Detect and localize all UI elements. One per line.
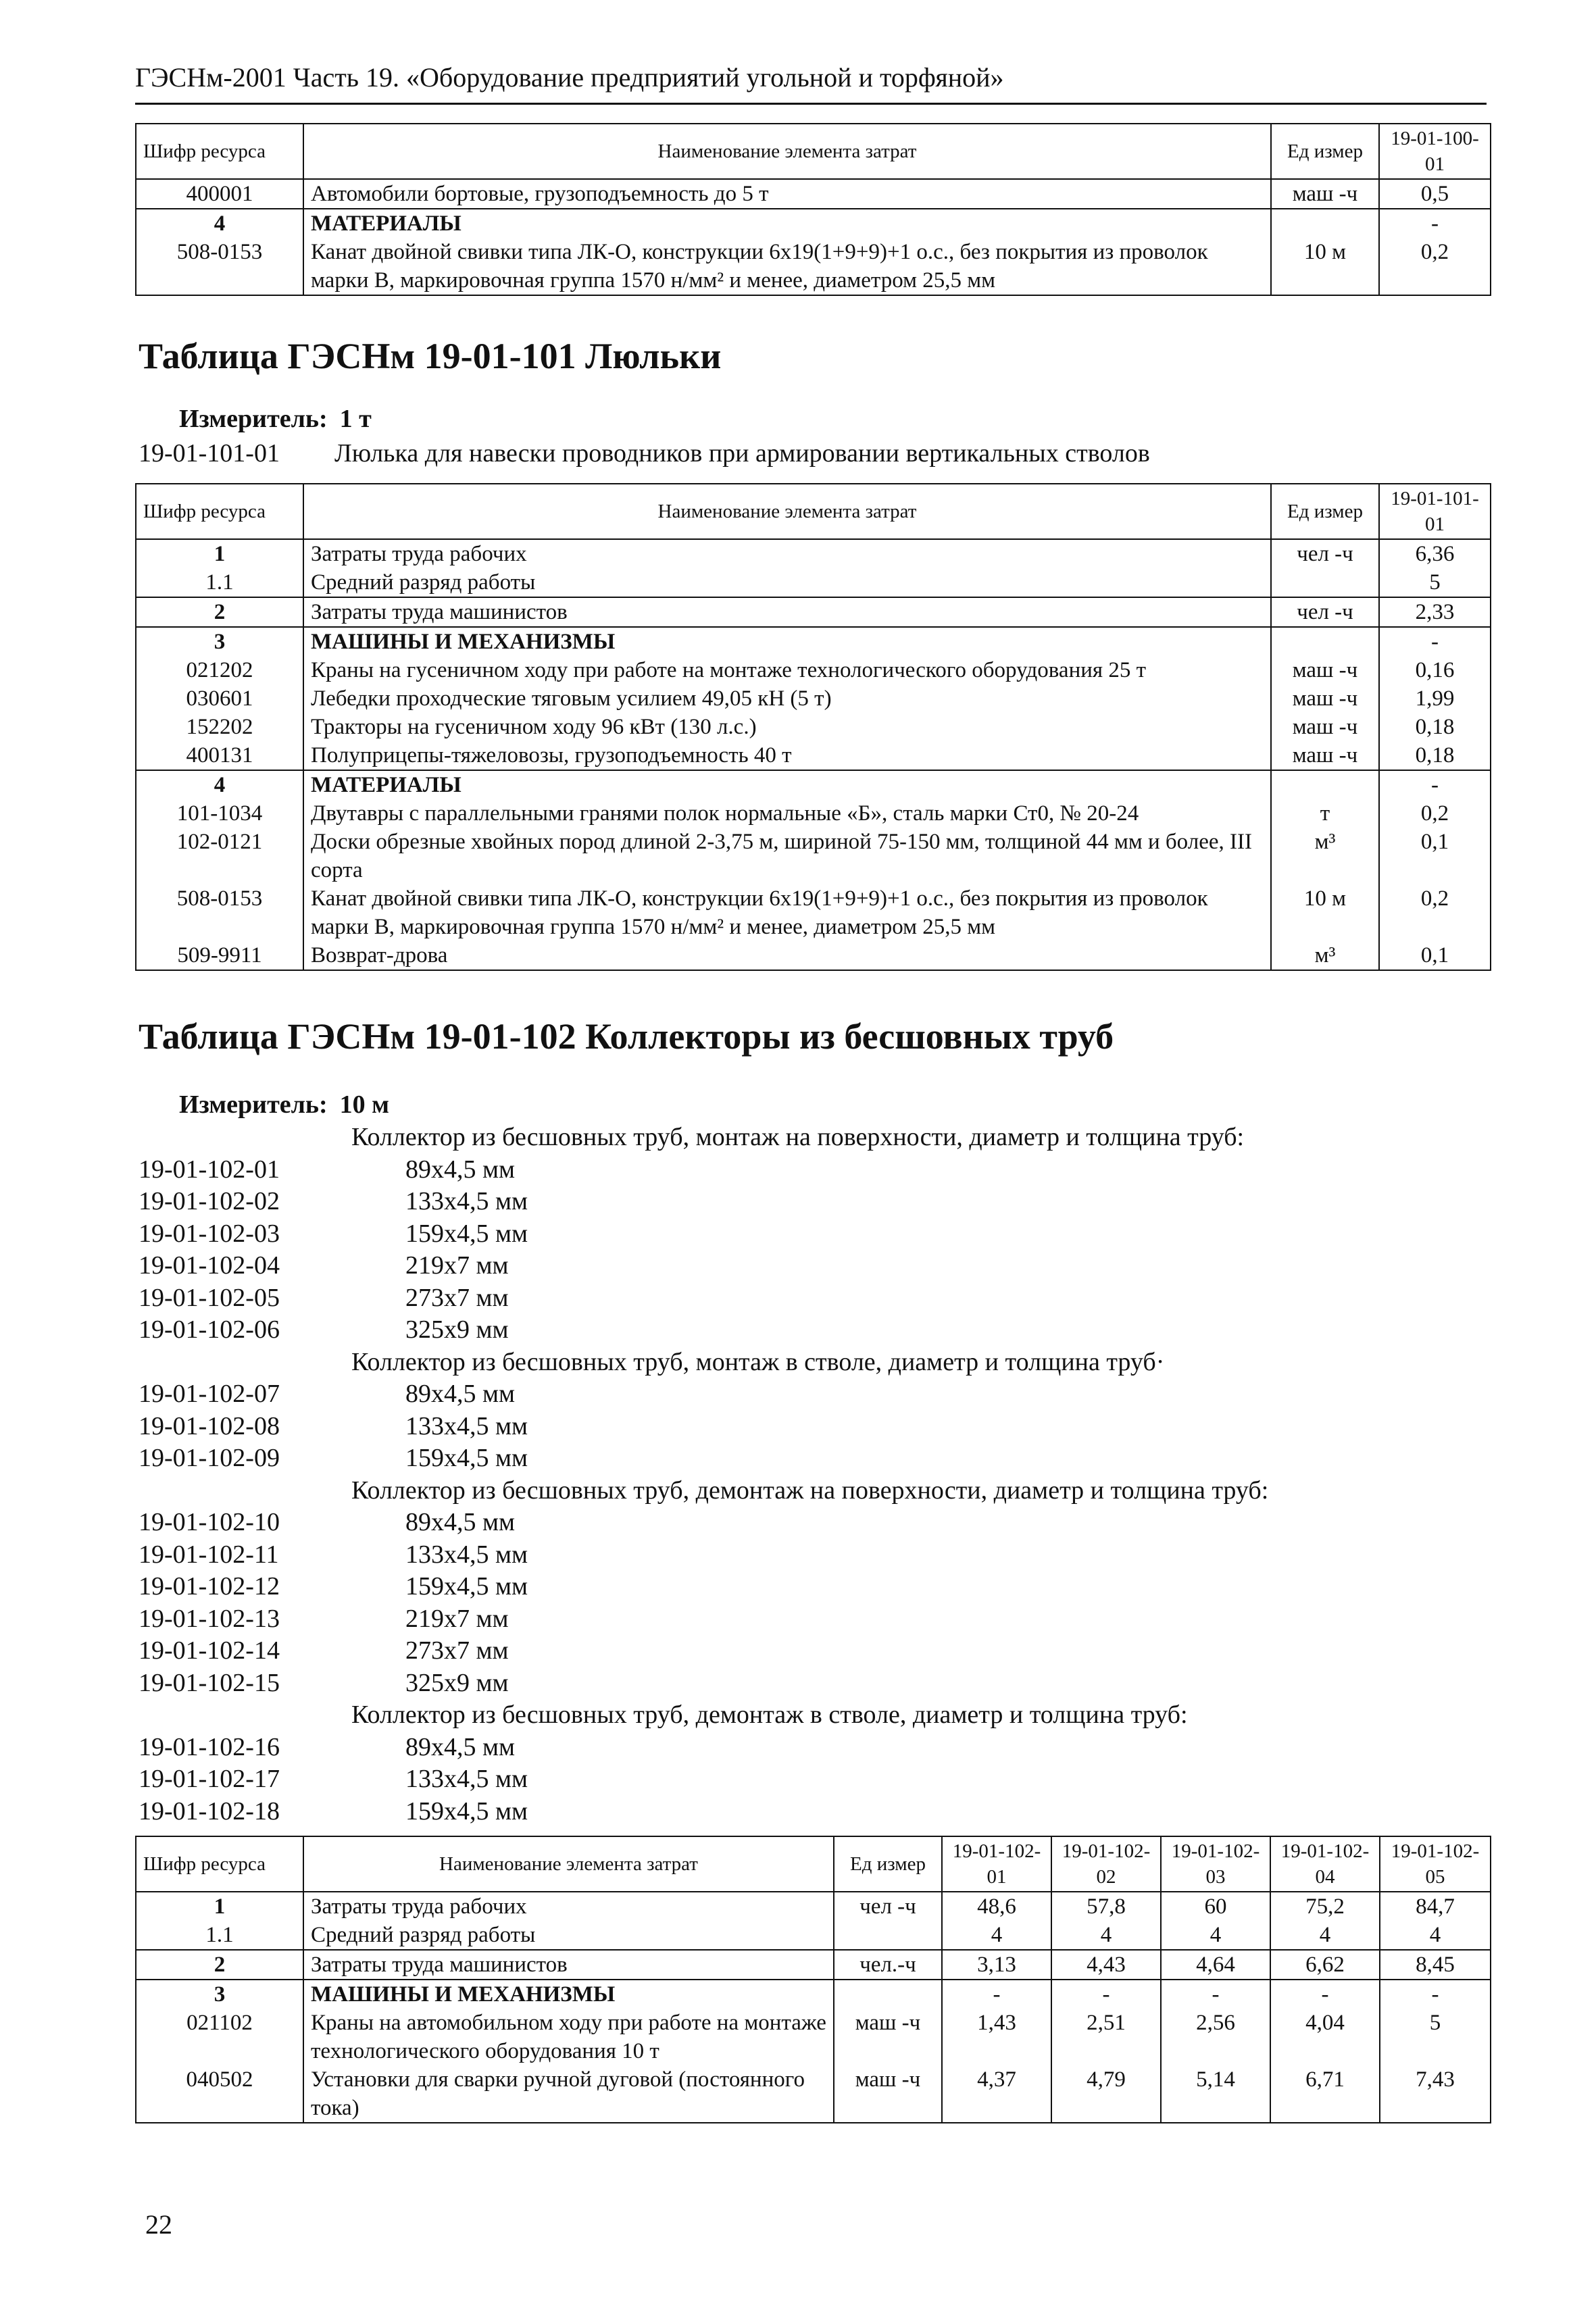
- norm-code: 19-01-102-12: [139, 1572, 280, 1601]
- row-code: 101-1034: [136, 799, 303, 828]
- col-header-unit: Ед измер: [1271, 484, 1379, 539]
- row-unit: м³: [1271, 941, 1379, 970]
- page-number: 22: [145, 2209, 172, 2240]
- row-unit: маш -ч: [834, 2065, 942, 2123]
- table-19-01-102: [135, 1836, 1491, 2123]
- row-name: МАТЕРИАЛЫ: [303, 770, 1271, 799]
- norm-code: 19-01-101-01: [139, 439, 280, 468]
- row-name: МАШИНЫ И МЕХАНИЗМЫ: [303, 627, 1271, 656]
- row-value: 60: [1161, 1892, 1270, 1921]
- row-code: 508-0153: [136, 884, 303, 941]
- row-code: 3: [136, 1980, 303, 2009]
- row-unit: [1271, 627, 1379, 656]
- row-value: 6,71: [1270, 2065, 1380, 2123]
- row-value: 4: [1380, 1921, 1491, 1950]
- col-header-code: Шифр ресурса: [136, 1836, 303, 1892]
- row-unit: чел -ч: [1271, 539, 1379, 568]
- row-code: 040502: [136, 2065, 303, 2123]
- row-value: 4: [1270, 1921, 1380, 1950]
- row-name: Доски обрезные хвойных пород длиной 2-3,75 м, шириной 75-150 мм, толщиной 44 мм и более, III сорта: [303, 828, 1271, 884]
- row-value: 84,7: [1380, 1892, 1491, 1921]
- table-row: [136, 1892, 1491, 1921]
- table-row: [136, 238, 1491, 295]
- row-value: 2,56: [1161, 2009, 1270, 2065]
- list-item: [139, 1667, 1422, 1700]
- pipe-size: 89х4,5 мм: [405, 1155, 516, 1184]
- list-item: [139, 1218, 1422, 1251]
- row-value: 75,2: [1270, 1892, 1380, 1921]
- pipe-size: 325х9 мм: [405, 1668, 509, 1697]
- measure-label: Измеритель:: [179, 405, 328, 433]
- row-unit: м³: [1271, 828, 1379, 884]
- pipe-size: 273х7 мм: [405, 1283, 509, 1312]
- row-value: 1,99: [1379, 684, 1491, 713]
- table-row: [136, 799, 1491, 828]
- row-code: 1: [136, 1892, 303, 1921]
- row-code: 400131: [136, 741, 303, 770]
- table-row: [136, 209, 1491, 238]
- row-code: 3: [136, 627, 303, 656]
- table-header-row: [136, 1836, 1491, 1892]
- table-row: [136, 1980, 1491, 2009]
- row-value: -: [942, 1980, 1051, 2009]
- row-unit: маш -ч: [1271, 741, 1379, 770]
- table-row: [136, 684, 1491, 713]
- col-header-norm: 19-01-102-04: [1270, 1836, 1380, 1892]
- table-row: [136, 941, 1491, 970]
- row-value: 4: [1161, 1921, 1270, 1950]
- row-code: 2: [136, 1950, 303, 1980]
- list-item: [139, 1250, 1422, 1282]
- table-row: [136, 828, 1491, 884]
- row-name: Канат двойной свивки типа ЛК-О, конструкции 6х19(1+9+9)+1 о.с., без покрытия из проволок марки В, маркировочная группа 1570 н/мм² и менее, диаметром 25,5 мм: [303, 238, 1271, 295]
- table-row: [136, 2009, 1491, 2065]
- row-code: 1.1: [136, 1921, 303, 1950]
- norm-code: 19-01-102-09: [139, 1444, 280, 1472]
- table-header-row: [136, 124, 1491, 179]
- row-name: Канат двойной свивки типа ЛК-О, конструкции 6х19(1+9+9)+1 о.с., без покрытия из проволок марки В, маркировочная группа 1570 н/мм² и менее, диаметром 25,5 мм: [303, 884, 1271, 941]
- row-unit: [834, 1921, 942, 1950]
- row-value: -: [1379, 209, 1491, 238]
- row-value: 0,18: [1379, 713, 1491, 741]
- row-value: 4,79: [1051, 2065, 1161, 2123]
- list-item: [139, 1411, 1422, 1443]
- col-header-norm: 19-01-100-01: [1379, 124, 1491, 179]
- pipe-size: 89х4,5 мм: [405, 1732, 516, 1761]
- col-header-norm: 19-01-101-01: [1379, 484, 1491, 539]
- norm-code: 19-01-102-01: [139, 1155, 280, 1184]
- norm-code: 19-01-102-10: [139, 1508, 280, 1536]
- row-value: 4,64: [1161, 1950, 1270, 1980]
- row-code: 400001: [136, 179, 303, 209]
- row-value: 6,62: [1270, 1950, 1380, 1980]
- norm-code: 19-01-102-06: [139, 1315, 280, 1344]
- table-19-01-101: [135, 483, 1491, 971]
- row-value: -: [1051, 1980, 1161, 2009]
- pipe-size: 89х4,5 мм: [405, 1508, 516, 1536]
- row-unit: [1271, 770, 1379, 799]
- list-item: [139, 1154, 1422, 1186]
- pipe-size: 159х4,5 мм: [405, 1219, 528, 1248]
- list-item: [139, 1732, 1422, 1764]
- row-value: 4,37: [942, 2065, 1051, 2123]
- list-item: [139, 1378, 1422, 1411]
- row-value: 5: [1379, 568, 1491, 597]
- norm-code: 19-01-102-02: [139, 1187, 280, 1215]
- pipe-size: 89х4,5 мм: [405, 1380, 516, 1408]
- list-item: [139, 1571, 1422, 1603]
- pipe-size: 133х4,5 мм: [405, 1187, 528, 1215]
- table-title-19-01-101: Таблица ГЭСНм 19-01-101 Люльки: [139, 336, 722, 376]
- row-name: Возврат-дрова: [303, 941, 1271, 970]
- row-unit: маш -ч: [834, 2009, 942, 2065]
- row-name: Установки для сварки ручной дуговой (постоянного тока): [303, 2065, 834, 2123]
- group-heading: Коллектор из бесшовных труб, монтаж в стволе, диаметр и толщина труб·: [351, 1347, 1165, 1376]
- row-value: -: [1379, 770, 1491, 799]
- row-value: 0,16: [1379, 656, 1491, 684]
- list-item: [139, 1442, 1422, 1475]
- row-code: 509-9911: [136, 941, 303, 970]
- row-value: 2,33: [1379, 597, 1491, 627]
- col-header-name: Наименование элемента затрат: [303, 124, 1271, 179]
- list-item: [139, 1186, 1422, 1218]
- row-code: 508-0153: [136, 238, 303, 295]
- row-value: 7,43: [1380, 2065, 1491, 2123]
- measure-line: [179, 403, 372, 434]
- row-unit: 10 м: [1271, 238, 1379, 295]
- row-code: 1.1: [136, 568, 303, 597]
- list-item: [139, 1796, 1422, 1828]
- norm-code: 19-01-102-05: [139, 1283, 280, 1312]
- row-code: 021102: [136, 2009, 303, 2065]
- col-header-norm: 19-01-102-05: [1380, 1836, 1491, 1892]
- row-name: Затраты труда машинистов: [303, 1950, 834, 1980]
- row-name: Краны на автомобильном ходу при работе на монтаже технологического оборудования 10 т: [303, 2009, 834, 2065]
- row-unit: [1271, 568, 1379, 597]
- norm-code: 19-01-102-13: [139, 1604, 280, 1633]
- norm-list: [139, 1122, 1422, 1828]
- row-value: 0,2: [1379, 799, 1491, 828]
- running-header: ГЭСНм-2001 Часть 19. «Оборудование предприятий угольной и торфяной»: [135, 62, 1004, 93]
- table-row: [136, 1950, 1491, 1980]
- col-header-unit: Ед измер: [1271, 124, 1379, 179]
- row-value: 1,43: [942, 2009, 1051, 2065]
- pipe-size: 325х9 мм: [405, 1315, 509, 1344]
- row-value: 3,13: [942, 1950, 1051, 1980]
- norm-code: 19-01-102-14: [139, 1636, 280, 1665]
- row-name: Полуприцепы-тяжеловозы, грузоподъемность 40 т: [303, 741, 1271, 770]
- col-header-name: Наименование элемента затрат: [303, 484, 1271, 539]
- row-name: МАТЕРИАЛЫ: [303, 209, 1271, 238]
- row-unit: маш -ч: [1271, 713, 1379, 741]
- norm-code: 19-01-102-11: [139, 1540, 279, 1569]
- table-row: [136, 741, 1491, 770]
- list-item: [139, 1635, 1422, 1667]
- row-unit: т: [1271, 799, 1379, 828]
- list-item: [139, 1539, 1422, 1571]
- pipe-size: 133х4,5 мм: [405, 1540, 528, 1569]
- list-item: [139, 1507, 1422, 1539]
- row-unit: [1271, 209, 1379, 238]
- table-row: [136, 627, 1491, 656]
- norm-code: 19-01-102-15: [139, 1668, 280, 1697]
- row-code: 021202: [136, 656, 303, 684]
- row-name: Краны на гусеничном ходу при работе на монтаже технологического оборудования 25 т: [303, 656, 1271, 684]
- row-value: -: [1270, 1980, 1380, 2009]
- col-header-name: Наименование элемента затрат: [303, 1836, 834, 1892]
- col-header-unit: Ед измер: [834, 1836, 942, 1892]
- row-value: 57,8: [1051, 1892, 1161, 1921]
- table-19-01-100-continuation: [135, 123, 1491, 296]
- pipe-size: 159х4,5 мм: [405, 1796, 528, 1826]
- row-name: МАШИНЫ И МЕХАНИЗМЫ: [303, 1980, 834, 2009]
- measure-value: 10 м: [339, 1090, 390, 1119]
- group-heading: Коллектор из бесшовных труб, демонтаж на поверхности, диаметр и толщина труб:: [351, 1476, 1269, 1505]
- row-unit: чел -ч: [1271, 597, 1379, 627]
- table-row: [136, 2065, 1491, 2123]
- table-row: [136, 770, 1491, 799]
- norm-code: 19-01-102-18: [139, 1796, 280, 1826]
- row-unit: маш -ч: [1271, 656, 1379, 684]
- row-code: 102-0121: [136, 828, 303, 884]
- group-heading: Коллектор из бесшовных труб, монтаж на поверхности, диаметр и толщина труб:: [351, 1123, 1245, 1151]
- row-unit: чел.-ч: [834, 1950, 942, 1980]
- pipe-size: 133х4,5 мм: [405, 1765, 528, 1793]
- norm-code: 19-01-102-04: [139, 1251, 280, 1280]
- measure-value: 1 т: [339, 405, 372, 433]
- row-code: 2: [136, 597, 303, 627]
- row-value: 0,2: [1379, 238, 1491, 295]
- norm-code: 19-01-102-16: [139, 1732, 280, 1761]
- table-row: [136, 568, 1491, 597]
- table-title-19-01-102: Таблица ГЭСНм 19-01-102 Коллекторы из бесшовных труб: [139, 1016, 1114, 1057]
- row-code: 4: [136, 209, 303, 238]
- row-unit: чел -ч: [834, 1892, 942, 1921]
- norm-line: [139, 438, 1150, 469]
- table-row: [136, 656, 1491, 684]
- row-value: 0,2: [1379, 884, 1491, 941]
- list-item: [139, 1603, 1422, 1636]
- row-value: 0,1: [1379, 828, 1491, 884]
- col-header-code: Шифр ресурса: [136, 484, 303, 539]
- header-rule: [135, 103, 1487, 105]
- row-value: -: [1380, 1980, 1491, 2009]
- norm-code: 19-01-102-07: [139, 1380, 280, 1408]
- pipe-size: 219х7 мм: [405, 1604, 509, 1633]
- row-name: Затраты труда рабочих: [303, 1892, 834, 1921]
- row-value: 0,18: [1379, 741, 1491, 770]
- col-header-code: Шифр ресурса: [136, 124, 303, 179]
- table-header-row: [136, 484, 1491, 539]
- pipe-size: 273х7 мм: [405, 1636, 509, 1665]
- row-code: 152202: [136, 713, 303, 741]
- col-header-norm: 19-01-102-02: [1051, 1836, 1161, 1892]
- row-name: Тракторы на гусеничном ходу 96 кВт (130 л.с.): [303, 713, 1271, 741]
- col-header-norm: 19-01-102-01: [942, 1836, 1051, 1892]
- row-value: 48,6: [942, 1892, 1051, 1921]
- group-heading: Коллектор из бесшовных труб, демонтаж в стволе, диаметр и толщина труб:: [351, 1701, 1188, 1729]
- row-value: 4,43: [1051, 1950, 1161, 1980]
- row-value: 0,1: [1379, 941, 1491, 970]
- row-name: Затраты труда машинистов: [303, 597, 1271, 627]
- pipe-size: 133х4,5 мм: [405, 1411, 528, 1440]
- list-item: [139, 1282, 1422, 1315]
- norm-code: 19-01-102-03: [139, 1219, 280, 1248]
- row-name: Затраты труда рабочих: [303, 539, 1271, 568]
- row-code: 030601: [136, 684, 303, 713]
- col-header-norm: 19-01-102-03: [1161, 1836, 1270, 1892]
- norm-code: 19-01-102-17: [139, 1765, 280, 1793]
- norm-name: Люлька для навески проводников при армировании вертикальных стволов: [334, 439, 1150, 468]
- row-value: -: [1379, 627, 1491, 656]
- table-row: [136, 713, 1491, 741]
- measure-label: Измеритель:: [179, 1090, 328, 1119]
- table-row: [136, 597, 1491, 627]
- row-code: 4: [136, 770, 303, 799]
- row-value: 4: [1051, 1921, 1161, 1950]
- row-value: 0,5: [1379, 179, 1491, 209]
- row-value: 4,04: [1270, 2009, 1380, 2065]
- row-value: 5,14: [1161, 2065, 1270, 2123]
- row-value: 4: [942, 1921, 1051, 1950]
- pipe-size: 159х4,5 мм: [405, 1572, 528, 1601]
- row-name: Двутавры с параллельными гранями полок нормальные «Б», сталь марки Ст0, № 20-24: [303, 799, 1271, 828]
- row-value: 2,51: [1051, 2009, 1161, 2065]
- pipe-size: 219х7 мм: [405, 1251, 509, 1280]
- table-row: [136, 1921, 1491, 1950]
- row-value: 6,36: [1379, 539, 1491, 568]
- row-unit: [834, 1980, 942, 2009]
- row-name: Лебедки проходческие тяговым усилием 49,05 кН (5 т): [303, 684, 1271, 713]
- table-row: [136, 539, 1491, 568]
- row-value: -: [1161, 1980, 1270, 2009]
- row-unit: 10 м: [1271, 884, 1379, 941]
- table-row: [136, 179, 1491, 209]
- row-code: 1: [136, 539, 303, 568]
- row-name: Средний разряд работы: [303, 568, 1271, 597]
- row-value: 5: [1380, 2009, 1491, 2065]
- measure-line: [179, 1089, 389, 1120]
- list-item: [139, 1763, 1422, 1796]
- pipe-size: 159х4,5 мм: [405, 1444, 528, 1472]
- row-unit: маш -ч: [1271, 179, 1379, 209]
- list-item: [139, 1314, 1422, 1347]
- row-value: 8,45: [1380, 1950, 1491, 1980]
- row-name: Средний разряд работы: [303, 1921, 834, 1950]
- norm-code: 19-01-102-08: [139, 1411, 280, 1440]
- table-row: [136, 884, 1491, 941]
- row-name: Автомобили бортовые, грузоподъемность до 5 т: [303, 179, 1271, 209]
- row-unit: маш -ч: [1271, 684, 1379, 713]
